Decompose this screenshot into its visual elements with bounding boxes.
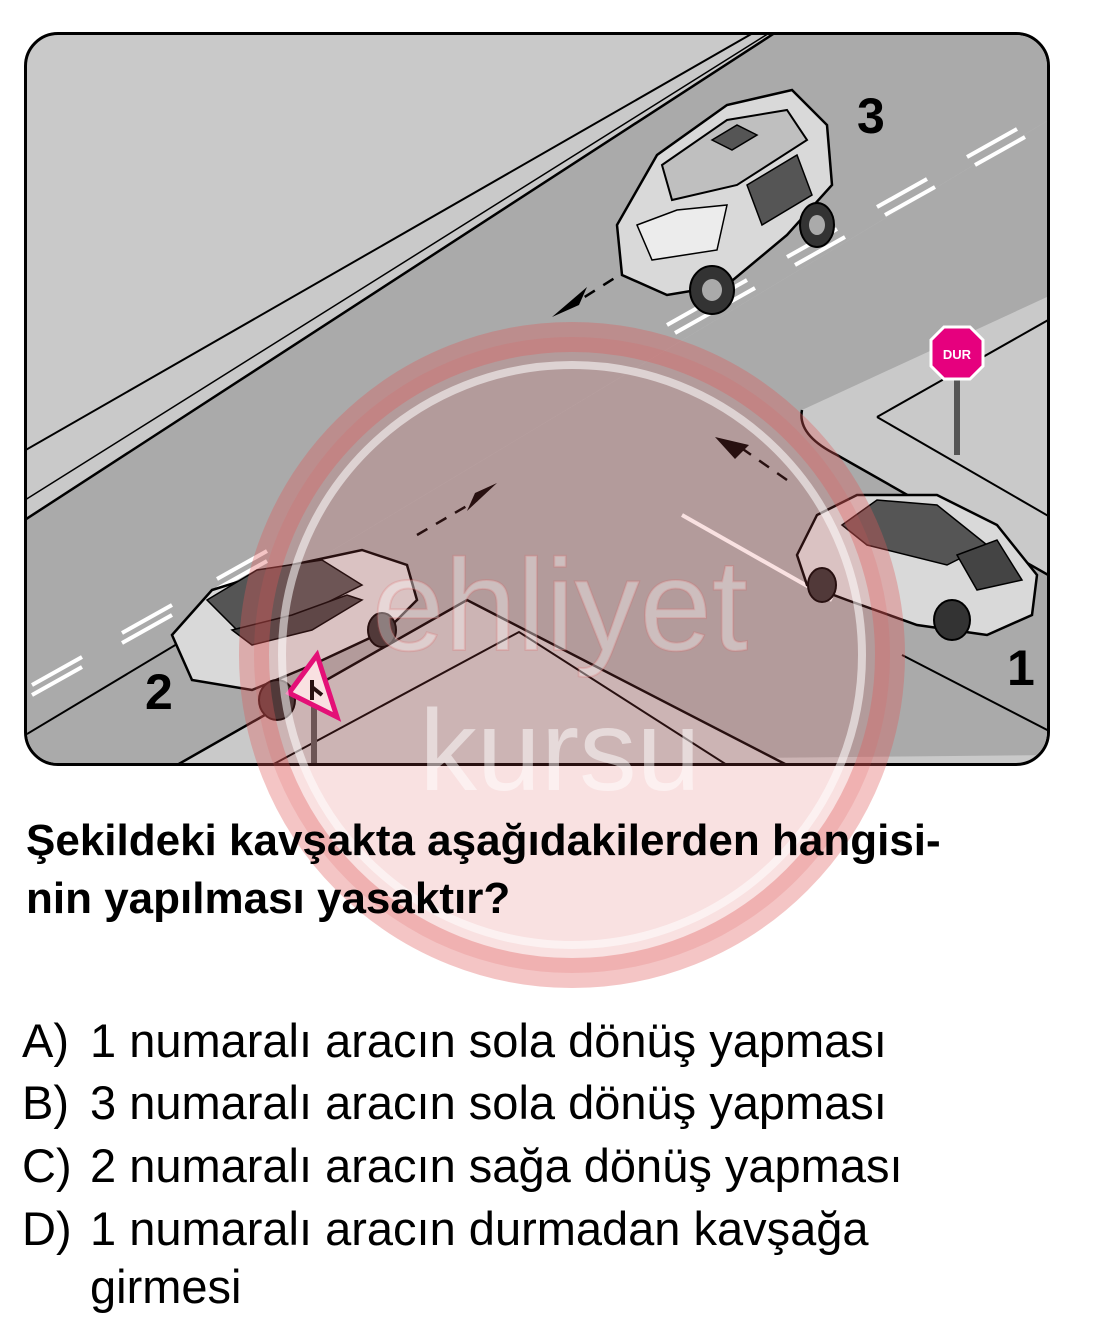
vehicle-label-1: 1 bbox=[1007, 640, 1035, 696]
option-b-letter: B) bbox=[22, 1076, 69, 1129]
question-line-1: Şekildeki kavşakta aşağıdakilerden hangisi- bbox=[26, 816, 941, 865]
option-d-text: 1 numaralı aracın durmadan kavşağa girmesi bbox=[90, 1202, 869, 1313]
question-text bbox=[26, 812, 1106, 928]
watermark-line1: ehliyet bbox=[372, 532, 748, 678]
option-a-text: 1 numaralı aracın sola dönüş yapması bbox=[90, 1014, 887, 1067]
option-a[interactable] bbox=[22, 1012, 1102, 1070]
watermark-line2: kursu bbox=[419, 687, 701, 815]
intersection-illustration bbox=[24, 32, 1050, 766]
stop-sign-text: DUR bbox=[942, 347, 972, 362]
vehicle-label-3: 3 bbox=[857, 88, 885, 144]
option-c-text: 2 numaralı aracın sağa dönüş yapması bbox=[90, 1139, 903, 1192]
road-drawing bbox=[27, 35, 1047, 763]
option-d-letter: D) bbox=[22, 1202, 72, 1255]
option-b-text: 3 numaralı aracın sola dönüş yapması bbox=[90, 1076, 887, 1129]
option-a-letter: A) bbox=[22, 1014, 69, 1067]
question-line-2: nin yapılması yasaktır? bbox=[26, 874, 511, 923]
vehicle-label-2: 2 bbox=[145, 664, 173, 720]
option-b[interactable] bbox=[22, 1074, 1102, 1132]
option-d[interactable] bbox=[22, 1200, 962, 1316]
option-c[interactable] bbox=[22, 1137, 1102, 1195]
option-c-letter: C) bbox=[22, 1139, 72, 1192]
